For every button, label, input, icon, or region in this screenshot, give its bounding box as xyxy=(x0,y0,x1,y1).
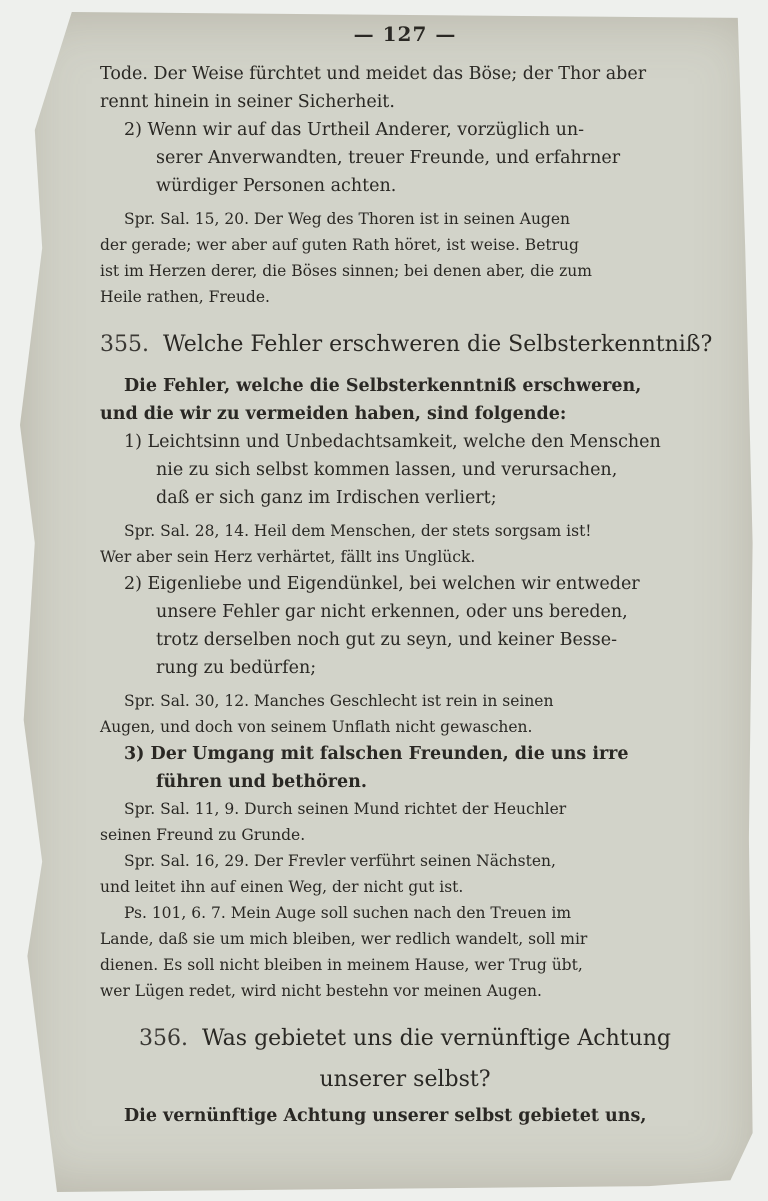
list-item: 2) Eigenliebe und Eigendünkel, bei welchen wir entweder xyxy=(124,574,640,594)
question-number: 356. xyxy=(139,1026,188,1051)
list-item-cont: rung zu bedürfen; xyxy=(156,658,317,678)
question-text: Was gebietet uns die vernünftige Achtung xyxy=(201,1026,671,1051)
list-item-cont: serer Anverwandten, treuer Freunde, und erfahrner xyxy=(156,148,621,168)
citation: Spr. Sal. 28, 14. Heil dem Menschen, der stets sorgsam ist! xyxy=(124,522,592,540)
citation: Heile rathen, Freude. xyxy=(100,288,270,306)
citation: und leitet ihn auf einen Weg, der nicht gut ist. xyxy=(100,878,464,896)
answer-text: Die vernünftige Achtung unserer selbst gebietet uns, xyxy=(124,1106,647,1126)
list-item-cont: trotz derselben noch gut zu seyn, und keiner Besse- xyxy=(156,630,618,650)
citation: Augen, und doch von seinem Unflath nicht gewaschen. xyxy=(100,718,533,736)
citation: Spr. Sal. 15, 20. Der Weg des Thoren ist in seinen Augen xyxy=(124,210,571,228)
text-line: Tode. Der Weise fürchtet und meidet das Böse; der Thor aber xyxy=(100,64,647,84)
citation: Spr. Sal. 11, 9. Durch seinen Mund richtet der Heuchler xyxy=(124,800,567,818)
list-item-cont: würdiger Personen achten. xyxy=(156,176,397,196)
answer-text: und die wir zu vermeiden haben, sind folgende: xyxy=(100,404,567,424)
citation: Ps. 101, 6. 7. Mein Auge soll suchen nach den Treuen im xyxy=(124,904,572,922)
text-line: rennt hinein in seiner Sicherheit. xyxy=(100,92,395,112)
question-text: Welche Fehler erschweren die Selbsterkenntniß? xyxy=(162,332,713,357)
citation: Spr. Sal. 16, 29. Der Frevler verführt seinen Nächsten, xyxy=(124,852,556,870)
list-item-cont: führen und bethören. xyxy=(156,772,367,792)
page-text xyxy=(100,22,713,1130)
answer-text: Die Fehler, welche die Selbsterkenntniß erschweren, xyxy=(124,376,642,396)
citation: Wer aber sein Herz verhärtet, fällt ins Unglück. xyxy=(100,548,476,566)
list-item-cont: nie zu sich selbst kommen lassen, und verursachen, xyxy=(156,460,618,480)
citation: der gerade; wer aber auf guten Rath höret, ist weise. Betrug xyxy=(100,236,579,254)
citation: dienen. Es soll nicht bleiben in meinem Hause, wer Trug übt, xyxy=(100,956,583,974)
list-item-cont: daß er sich ganz im Irdischen verliert; xyxy=(156,488,497,508)
citation: wer Lügen redet, wird nicht bestehn vor meinen Augen. xyxy=(100,982,542,1000)
list-item: 1) Leichtsinn und Unbedachtsamkeit, welche den Menschen xyxy=(124,432,661,452)
question-356 xyxy=(100,1022,710,1056)
list-item: 3) Der Umgang mit falschen Freunden, die uns irre xyxy=(124,744,629,764)
question-number: 355. xyxy=(100,332,149,357)
question-text-cont: unserer selbst? xyxy=(319,1067,491,1092)
list-item: 2) Wenn wir auf das Urtheil Anderer, vorzüglich un- xyxy=(124,120,585,140)
citation: ist im Herzen derer, die Böses sinnen; bei denen aber, die zum xyxy=(100,262,592,280)
page-number: — 127 — xyxy=(353,22,457,46)
citation: Spr. Sal. 30, 12. Manches Geschlecht ist rein in seinen xyxy=(124,692,554,710)
citation: seinen Freund zu Grunde. xyxy=(100,826,306,844)
citation: Lande, daß sie um mich bleiben, wer redlich wandelt, soll mir xyxy=(100,930,588,948)
list-item-cont: unsere Fehler gar nicht erkennen, oder uns bereden, xyxy=(156,602,628,622)
question-355 xyxy=(100,328,713,362)
